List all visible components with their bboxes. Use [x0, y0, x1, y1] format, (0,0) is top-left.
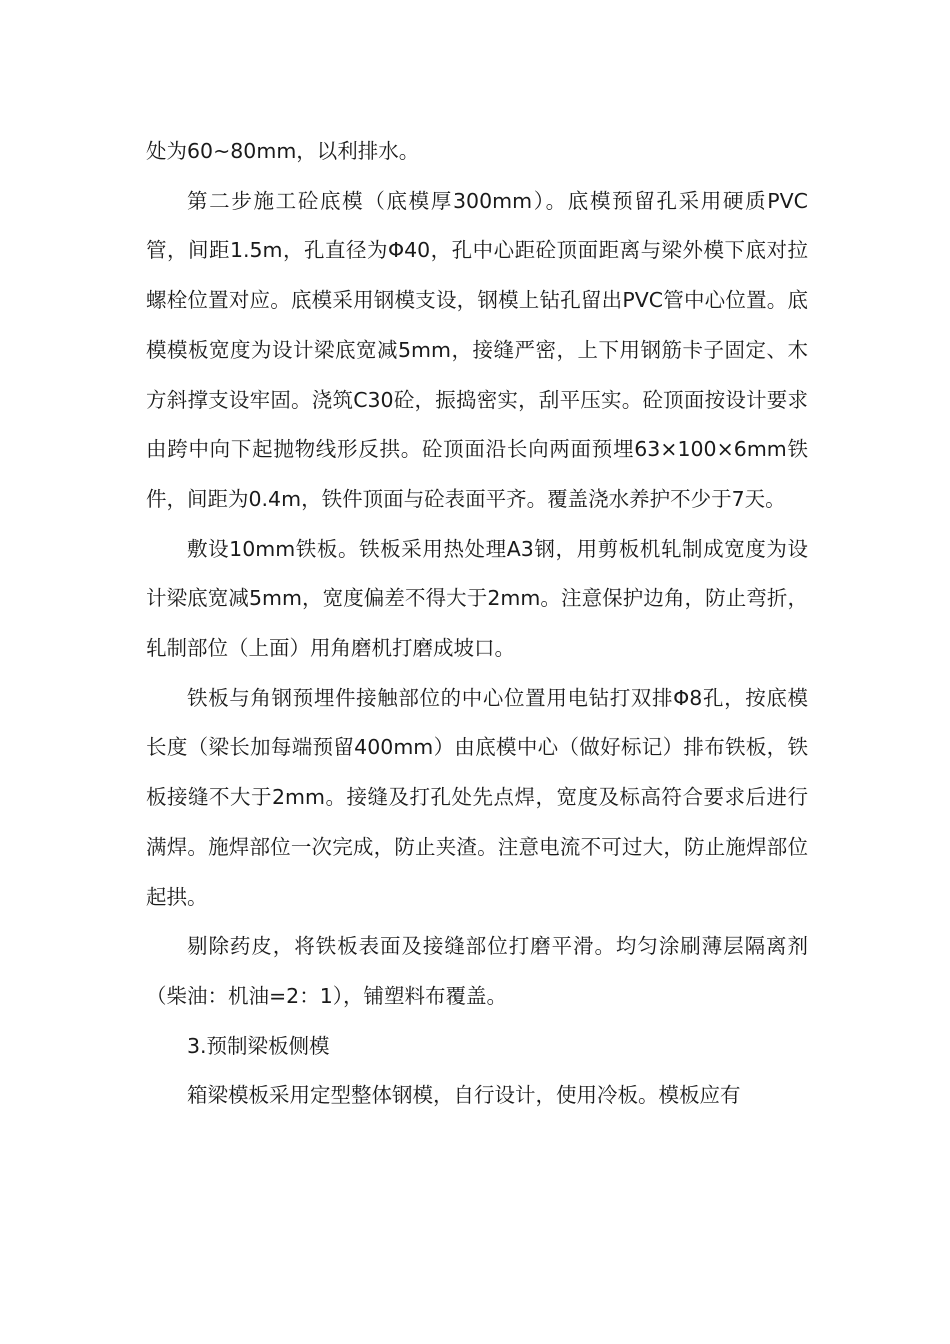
paragraph-continuation: 处为60~80mm，以利排水。	[146, 139, 420, 163]
paragraph-steel-plate: 敷设10mm铁板。铁板采用热处理A3钢，用剪板机轧制成宽度为设计梁底宽减5mm，宽度偏差不得大于2mm。注意保护边角，防止弯折，轧制部位（上面）用角磨机打磨成坡口。	[146, 536, 808, 661]
section-heading: 3.预制梁板侧模	[187, 1033, 330, 1058]
paragraph-drilling-welding: 铁板与角钢预埋件接触部位的中心位置用电钻打双排Φ8孔，按底模长度（梁长加每端预留400mm）由底模中心（做好标记）排布铁板，铁板接缝不大于2mm。接缝及打孔处先点焊，宽度及标高符合要求后进行满焊。施焊部位一次完成，防止夹渣。注意电流不可过大，防止施焊部位起拱。	[146, 685, 808, 909]
body-text	[146, 127, 808, 1121]
paragraph-bottom-mold: 第二步施工砼底模（底模厚300mm）。底模预留孔采用硬质PVC管，间距1.5m，孔直径为Φ40，孔中心距砼顶面距离与梁外模下底对拉螺栓位置对应。底模采用钢模支设，钢模上钻孔留出PVC管中心位置。底模模板宽度为设计梁底宽减5mm，接缝严密，上下用钢筋卡子固定、木方斜撑支设牢固。浇筑C30砼，振捣密实，刮平压实。砼顶面按设计要求由跨中向下起抛物线形反拱。砼顶面沿长向两面预埋63×100×6mm铁件，间距为0.4m，铁件顶面与砼表面平齐。覆盖浇水养护不少于7天。	[146, 188, 808, 511]
paragraph-side-mold: 箱梁模板采用定型整体钢模，自行设计，使用冷板。模板应有	[187, 1083, 741, 1108]
paragraph-release-agent: 剔除药皮，将铁板表面及接缝部位打磨平滑。均匀涂刷薄层隔离剂（柴油：机油=2：1），铺塑料布覆盖。	[146, 934, 808, 1008]
